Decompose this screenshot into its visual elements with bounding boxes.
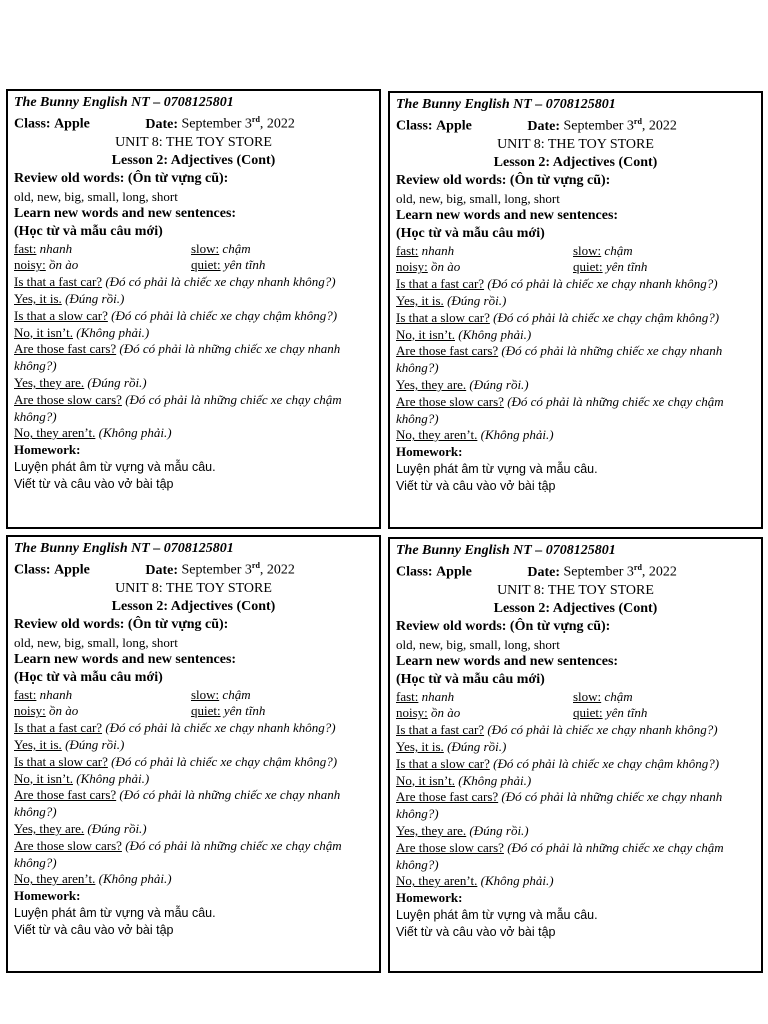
vocab-word: quiet: <box>573 259 603 275</box>
vocab-meaning: nhanh <box>36 240 73 256</box>
vocab-row <box>14 241 373 258</box>
sentence-vietnamese: (Không phải.) <box>95 425 172 441</box>
sentence-vietnamese: (Đó có phải là chiếc xe chạy chậm không?) <box>489 755 720 771</box>
sentence-english: No, it isn’t. <box>14 324 73 340</box>
date-year: , 2022 <box>641 564 677 580</box>
vocab-item <box>396 705 573 722</box>
date-suffix: rd <box>251 561 260 570</box>
sentence-line <box>396 873 755 890</box>
sentence-line <box>14 392 373 426</box>
date-label: Date: <box>145 562 179 578</box>
homework-item: Luyện phát âm từ vựng và mẫu câu. <box>396 908 598 923</box>
sentence-line <box>396 773 755 790</box>
sentence-vietnamese: (Đó có phải là những chiếc xe chạy chậm không?) <box>14 391 342 424</box>
sentence-english: Yes, it is. <box>396 739 444 755</box>
date-suffix: rd <box>633 563 642 572</box>
learn-heading: Learn new words and new sentences: <box>396 207 619 223</box>
date-value: September 3 <box>181 562 252 578</box>
date-label: Date: <box>145 116 179 132</box>
vocab-word: fast: <box>396 688 419 704</box>
sentence-vietnamese: (Đúng rồi.) <box>443 739 507 755</box>
vocab-word: noisy: <box>14 703 46 719</box>
sentence-english: Yes, it is. <box>396 293 444 309</box>
sentence-vietnamese: (Đúng rồi.) <box>443 293 507 309</box>
sentence-vietnamese: (Đúng rồi.) <box>84 821 147 837</box>
vocab-row <box>14 687 373 704</box>
sentence-english: Yes, they are. <box>14 375 85 391</box>
homework-item: Viết từ và câu vào vở bài tập <box>396 479 556 494</box>
sentence-vietnamese: (Đó có phải là chiếc xe chạy nhanh không?) <box>484 276 718 292</box>
date-value: September 3 <box>563 564 634 580</box>
sentence-line <box>396 840 755 874</box>
sentence-english: Yes, they are. <box>396 823 467 839</box>
sentence-line <box>396 293 755 310</box>
vocab-meaning: chậm <box>219 686 251 702</box>
date-suffix: rd <box>633 117 642 126</box>
sentence-english: Are those fast cars? <box>396 343 499 359</box>
class-value: Apple <box>436 118 472 134</box>
vocab-item <box>573 243 750 260</box>
sentence-vietnamese: (Đó có phải là những chiếc xe chạy chậm không?) <box>14 837 342 870</box>
review-words: old, new, big, small, long, short <box>14 634 178 650</box>
learn-heading: Learn new words and new sentences: <box>14 651 237 667</box>
lesson-title: Lesson 2: Adjectives (Cont) <box>111 598 276 614</box>
sentence-vietnamese: (Đó có phải là chiếc xe chạy chậm không?) <box>107 753 338 769</box>
vocab-meaning: ồn ào <box>45 257 79 273</box>
unit-title: UNIT 8: THE TOY STORE <box>115 134 272 150</box>
vocab-word: quiet: <box>573 705 603 721</box>
vocab-row <box>14 703 373 720</box>
class-value: Apple <box>436 564 472 580</box>
class-label: Class: <box>396 118 433 134</box>
date-suffix: rd <box>251 115 260 124</box>
class-date-row <box>14 111 373 134</box>
sentence-english: Is that a fast car? <box>396 276 485 292</box>
learn-subheading: (Học từ và mẫu câu mới) <box>396 225 545 241</box>
unit-title: UNIT 8: THE TOY STORE <box>497 582 654 598</box>
vocab-meaning: chậm <box>601 688 633 704</box>
sentence-line <box>396 276 755 293</box>
sentence-vietnamese: (Không phải.) <box>73 324 150 340</box>
sentence-line <box>396 722 755 739</box>
class-value: Apple <box>54 116 90 132</box>
sentence-english: Is that a slow car? <box>14 753 108 769</box>
sentence-line <box>396 343 755 377</box>
class-value: Apple <box>54 562 90 578</box>
school-name: The Bunny English NT – 0708125801 <box>396 97 616 112</box>
vocab-meaning: yên tĩnh <box>602 705 648 721</box>
sentence-line <box>396 427 755 444</box>
vocab-item <box>396 259 573 276</box>
homework-label: Homework: <box>396 444 463 460</box>
vocab-word: fast: <box>396 242 419 258</box>
learn-subheading: (Học từ và mẫu câu mới) <box>14 669 163 685</box>
vocab-word: fast: <box>14 686 37 702</box>
sentence-line <box>14 737 373 754</box>
sentence-line <box>14 291 373 308</box>
sentence-english: Yes, it is. <box>14 737 62 753</box>
homework-item: Viết từ và câu vào vở bài tập <box>14 923 174 938</box>
vocab-word: slow: <box>573 242 602 258</box>
sentence-english: Is that a fast car? <box>14 274 103 290</box>
sentence-english: Are those slow cars? <box>14 391 122 407</box>
sentence-line <box>14 341 373 375</box>
vocab-item <box>14 703 191 720</box>
sentence-line <box>14 771 373 788</box>
sentence-english: Is that a slow car? <box>396 755 490 771</box>
school-name: The Bunny English NT – 0708125801 <box>14 541 234 556</box>
homework-item: Luyện phát âm từ vựng và mẫu câu. <box>14 460 216 475</box>
sentence-vietnamese: (Đúng rồi.) <box>61 291 125 307</box>
sentence-english: No, it isn’t. <box>396 772 455 788</box>
date-label: Date: <box>527 564 561 580</box>
unit-title: UNIT 8: THE TOY STORE <box>115 580 272 596</box>
sentence-line <box>396 327 755 344</box>
learn-heading: Learn new words and new sentences: <box>14 205 237 221</box>
vocab-meaning: ồn ào <box>427 705 461 721</box>
class-label: Class: <box>14 116 51 132</box>
sentence-english: Yes, they are. <box>14 821 85 837</box>
class-label: Class: <box>14 562 51 578</box>
review-heading: Review old words: (Ôn từ vựng cũ): <box>396 172 611 188</box>
date-year: , 2022 <box>259 116 295 132</box>
sentence-vietnamese: (Đó có phải là chiếc xe chạy chậm không?) <box>489 309 720 325</box>
sentence-english: No, it isn’t. <box>14 770 73 786</box>
vocab-word: slow: <box>191 240 220 256</box>
sentence-line <box>14 325 373 342</box>
sentence-vietnamese: (Đó có phải là chiếc xe chạy nhanh không?) <box>484 722 718 738</box>
sentence-vietnamese: (Đó có phải là những chiếc xe chạy nhanh không?) <box>396 343 723 376</box>
sentence-english: Is that a fast car? <box>396 722 485 738</box>
lesson-title: Lesson 2: Adjectives (Cont) <box>493 154 658 170</box>
vocab-meaning: ồn ào <box>45 703 79 719</box>
homework-item: Viết từ và câu vào vở bài tập <box>396 925 556 940</box>
sentence-vietnamese: (Đó có phải là những chiếc xe chạy nhanh không?) <box>396 789 723 822</box>
sentence-line <box>396 394 755 428</box>
homework-label: Homework: <box>396 890 463 906</box>
vocab-item <box>14 241 191 258</box>
vocab-item <box>573 259 750 276</box>
school-name: The Bunny English NT – 0708125801 <box>14 95 234 110</box>
sentence-line <box>14 308 373 325</box>
sentence-vietnamese: (Đó có phải là chiếc xe chạy nhanh không?) <box>102 720 336 736</box>
vocab-item <box>396 243 573 260</box>
review-words: old, new, big, small, long, short <box>396 190 560 206</box>
vocab-item <box>396 689 573 706</box>
vocab-word: slow: <box>191 686 220 702</box>
sentence-vietnamese: (Đó có phải là những chiếc xe chạy nhanh không?) <box>14 787 341 820</box>
sentence-vietnamese: (Không phải.) <box>455 326 532 342</box>
class-label: Class: <box>396 564 433 580</box>
vocab-meaning: yên tĩnh <box>220 257 266 273</box>
vocab-meaning: yên tĩnh <box>220 703 266 719</box>
sentence-vietnamese: (Đúng rồi.) <box>84 375 147 391</box>
review-words: old, new, big, small, long, short <box>396 636 560 652</box>
class-date-row <box>396 559 755 582</box>
date-year: , 2022 <box>259 562 295 578</box>
sentence-english: Are those fast cars? <box>396 789 499 805</box>
sentence-line <box>396 739 755 756</box>
sentence-line <box>14 838 373 872</box>
school-name: The Bunny English NT – 0708125801 <box>396 543 616 558</box>
sentence-line <box>396 789 755 823</box>
vocab-item <box>14 687 191 704</box>
lesson-card <box>388 91 763 529</box>
vocab-item <box>191 687 368 704</box>
vocab-meaning: yên tĩnh <box>602 259 648 275</box>
sentence-line <box>14 754 373 771</box>
learn-heading: Learn new words and new sentences: <box>396 653 619 669</box>
review-words: old, new, big, small, long, short <box>14 188 178 204</box>
sentence-line <box>14 787 373 821</box>
vocab-word: noisy: <box>396 705 428 721</box>
vocab-row <box>14 257 373 274</box>
sentence-line <box>14 871 373 888</box>
class-date-row <box>14 557 373 580</box>
sentence-line <box>14 425 373 442</box>
sentence-english: Yes, it is. <box>14 291 62 307</box>
sentence-english: Yes, they are. <box>396 377 467 393</box>
vocab-row <box>396 689 755 706</box>
homework-label: Homework: <box>14 442 81 458</box>
sentence-line <box>396 310 755 327</box>
sentence-line <box>396 377 755 394</box>
sentence-english: Are those slow cars? <box>396 393 504 409</box>
sentence-vietnamese: (Không phải.) <box>95 871 172 887</box>
sentence-line <box>14 821 373 838</box>
learn-subheading: (Học từ và mẫu câu mới) <box>14 223 163 239</box>
vocab-item <box>14 257 191 274</box>
vocab-item <box>573 689 750 706</box>
vocab-row <box>396 259 755 276</box>
sentence-vietnamese: (Đó có phải là những chiếc xe chạy chậm không?) <box>396 839 724 872</box>
sentence-vietnamese: (Không phải.) <box>73 770 150 786</box>
vocab-meaning: ồn ào <box>427 259 461 275</box>
vocab-meaning: chậm <box>219 240 251 256</box>
sentence-english: Is that a slow car? <box>396 309 490 325</box>
homework-item: Luyện phát âm từ vựng và mẫu câu. <box>396 462 598 477</box>
vocab-meaning: nhanh <box>418 242 455 258</box>
lesson-title: Lesson 2: Adjectives (Cont) <box>111 152 276 168</box>
sentence-vietnamese: (Không phải.) <box>477 427 554 443</box>
date-label: Date: <box>527 118 561 134</box>
vocab-item <box>573 705 750 722</box>
sentence-line <box>14 375 373 392</box>
sentence-english: Is that a slow car? <box>14 307 108 323</box>
lesson-card <box>6 535 381 973</box>
sentence-english: No, they aren’t. <box>396 873 478 889</box>
sentence-english: No, it isn’t. <box>396 326 455 342</box>
vocab-item <box>191 241 368 258</box>
sentence-vietnamese: (Không phải.) <box>477 873 554 889</box>
vocab-word: quiet: <box>191 257 221 273</box>
vocab-word: noisy: <box>14 257 46 273</box>
sentence-vietnamese: (Đó có phải là những chiếc xe chạy nhanh không?) <box>14 341 341 374</box>
review-heading: Review old words: (Ôn từ vựng cũ): <box>14 170 229 186</box>
review-heading: Review old words: (Ôn từ vựng cũ): <box>14 616 229 632</box>
review-heading: Review old words: (Ôn từ vựng cũ): <box>396 618 611 634</box>
sentence-line <box>396 756 755 773</box>
sentence-vietnamese: (Đúng rồi.) <box>466 377 529 393</box>
lesson-card <box>6 89 381 529</box>
sentence-vietnamese: (Không phải.) <box>455 772 532 788</box>
vocab-word: fast: <box>14 240 37 256</box>
sentence-english: No, they aren’t. <box>396 427 478 443</box>
vocab-item <box>191 703 368 720</box>
date-year: , 2022 <box>641 118 677 134</box>
sentence-english: Are those fast cars? <box>14 341 117 357</box>
sentence-vietnamese: (Đó có phải là những chiếc xe chạy chậm không?) <box>396 393 724 426</box>
lesson-card <box>388 537 763 973</box>
homework-item: Luyện phát âm từ vựng và mẫu câu. <box>14 906 216 921</box>
vocab-row <box>396 705 755 722</box>
sentence-english: No, they aren’t. <box>14 425 96 441</box>
class-date-row <box>396 113 755 136</box>
vocab-meaning: nhanh <box>418 688 455 704</box>
vocab-word: slow: <box>573 688 602 704</box>
sentence-english: Are those slow cars? <box>396 839 504 855</box>
date-value: September 3 <box>563 118 634 134</box>
sentence-vietnamese: (Đó có phải là chiếc xe chạy chậm không?) <box>107 307 338 323</box>
sentence-english: Is that a fast car? <box>14 720 103 736</box>
lesson-title: Lesson 2: Adjectives (Cont) <box>493 600 658 616</box>
sentence-english: Are those slow cars? <box>14 837 122 853</box>
sentence-line <box>14 720 373 737</box>
sentence-english: Are those fast cars? <box>14 787 117 803</box>
sentence-line <box>396 823 755 840</box>
sentence-vietnamese: (Đúng rồi.) <box>61 737 125 753</box>
sentence-line <box>14 274 373 291</box>
sentence-vietnamese: (Đúng rồi.) <box>466 823 529 839</box>
vocab-meaning: nhanh <box>36 686 73 702</box>
homework-label: Homework: <box>14 888 81 904</box>
homework-item: Viết từ và câu vào vở bài tập <box>14 477 174 492</box>
sentence-vietnamese: (Đó có phải là chiếc xe chạy nhanh không?) <box>102 274 336 290</box>
vocab-row <box>396 243 755 260</box>
sentence-english: No, they aren’t. <box>14 871 96 887</box>
learn-subheading: (Học từ và mẫu câu mới) <box>396 671 545 687</box>
unit-title: UNIT 8: THE TOY STORE <box>497 136 654 152</box>
vocab-item <box>191 257 368 274</box>
vocab-word: noisy: <box>396 259 428 275</box>
vocab-word: quiet: <box>191 703 221 719</box>
vocab-meaning: chậm <box>601 242 633 258</box>
date-value: September 3 <box>181 116 252 132</box>
